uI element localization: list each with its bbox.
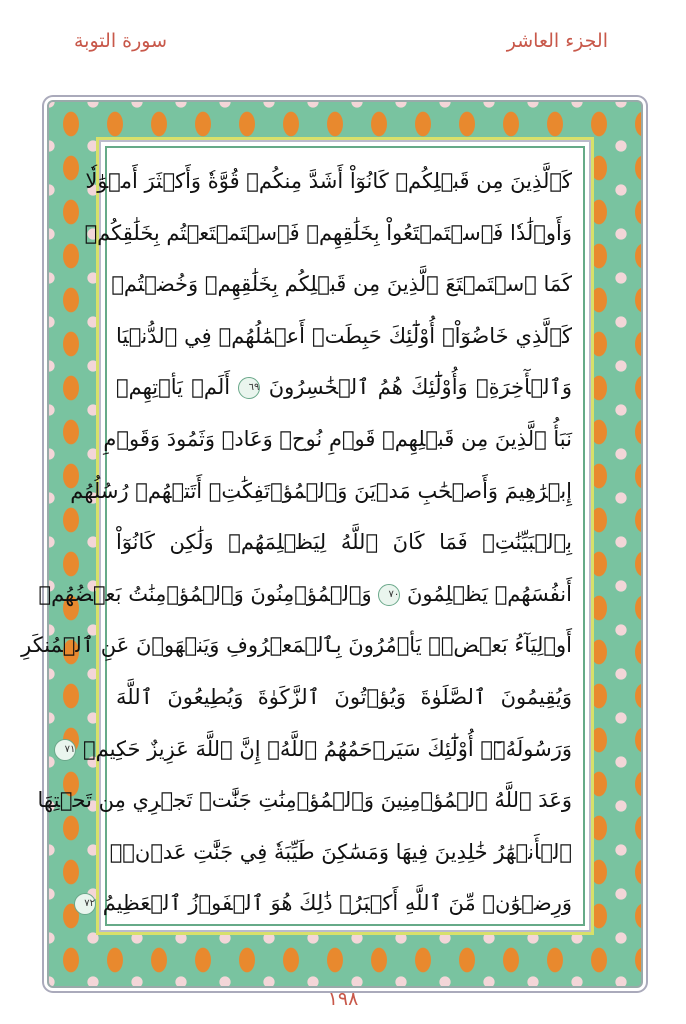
line-text: وَرِضۡوَٰنٞ مِّنَ ٱللَّهِ أَكۡبَرُۚ ذَٰلِكَ هُوَ ٱلۡفَوۡزُ ٱلۡعَظِيمُ bbox=[102, 891, 572, 916]
line-text-continued: أَلَمۡ يَأۡتِهِمۡ bbox=[116, 375, 231, 400]
line-text: كَمَا ٱسۡتَمۡتَعَ ٱلَّذِينَ مِن قَبۡلِكُم بِخَلَٰقِهِمۡ وَخُضۡتُمۡ bbox=[111, 272, 572, 297]
text-line bbox=[38, 569, 572, 621]
text-line bbox=[85, 156, 572, 208]
line-text: أَوۡلِيَآءُ بَعۡضٖۚ يَأۡمُرُونَ بِٱلۡمَعۡرُوفِ وَيَنۡهَوۡنَ عَنِ ٱلۡمُنكَرِ bbox=[21, 633, 572, 658]
line-text: وَرَسُولَهُۥٓۚ أُوْلَٰٓئِكَ سَيَرۡحَمُهُمُ ٱللَّهُۗ إِنَّ ٱللَّهَ عَزِيزٌ حَكِيمٞ bbox=[83, 736, 572, 761]
text-line bbox=[109, 827, 572, 879]
text-line bbox=[111, 259, 572, 311]
text-line bbox=[70, 466, 572, 518]
line-text: أَنفُسَهُمۡ يَظۡلِمُونَ bbox=[406, 581, 572, 606]
text-line bbox=[103, 414, 572, 466]
line-text-continued: وَٱلۡمُؤۡمِنُونَ وَٱلۡمُؤۡمِنَٰتُ بَعۡضُهُمۡ bbox=[38, 581, 372, 606]
line-text: كَٱلَّذِي خَاضُوٓاْۚ أُوْلَٰٓئِكَ حَبِطَتۡ أَعۡمَٰلُهُمۡ فِي ٱلدُّنۡيَا bbox=[116, 323, 572, 348]
line-text: وَأَوۡلَٰدٗا فَٱسۡتَمۡتَعُواْ بِخَلَٰقِهِمۡ فَٱسۡتَمۡتَعۡتُم بِخَلَٰقِكُمۡ bbox=[84, 220, 572, 245]
ayah-number-marker: ٧١ bbox=[54, 739, 76, 761]
text-line bbox=[116, 362, 572, 414]
text-line bbox=[64, 724, 572, 776]
surah-header: سورة التوبة bbox=[74, 30, 167, 52]
text-line bbox=[116, 311, 572, 363]
text-line bbox=[116, 672, 572, 724]
text-line bbox=[37, 775, 572, 827]
line-text: إِبۡرَٰهِيمَ وَأَصۡحَٰبِ مَدۡيَنَ وَٱلۡمُؤۡتَفِكَٰتِۚ أَتَتۡهُمۡ رُسُلُهُم bbox=[70, 478, 572, 503]
line-text: وَيُقِيمُونَ ٱلصَّلَوٰةَ وَيُؤۡتُونَ ٱلزَّكَوٰةَ وَيُطِيعُونَ ٱللَّهَ bbox=[116, 684, 572, 709]
text-line bbox=[84, 208, 572, 260]
line-text: وَعَدَ ٱللَّهُ ٱلۡمُؤۡمِنِينَ وَٱلۡمُؤۡمِنَٰتِ جَنَّٰتٖ تَجۡرِي مِن تَحۡتِهَا bbox=[37, 788, 572, 813]
line-text: وَٱلۡأٓخِرَةِۖ وَأُوْلَٰٓئِكَ هُمُ ٱلۡخَٰسِرُونَ bbox=[268, 375, 572, 400]
quran-text bbox=[21, 156, 572, 930]
ayah-number-marker: ٦٩ bbox=[238, 377, 260, 399]
ayah-number-marker: ٧٢ bbox=[74, 893, 96, 915]
text-line bbox=[116, 517, 572, 569]
line-text: ٱلۡأَنۡهَٰرُ خَٰلِدِينَ فِيهَا وَمَسَٰكِنَ طَيِّبَةٗ فِي جَنَّٰتِ عَدۡنٖۚ bbox=[109, 839, 572, 864]
text-line bbox=[21, 620, 572, 672]
juz-header: الجزء العاشر bbox=[506, 30, 608, 52]
page-number: ١٩٨ bbox=[327, 988, 359, 1010]
line-text: كَٱلَّذِينَ مِن قَبۡلِكُمۡ كَانُوٓاْ أَشَدَّ مِنكُمۡ قُوَّةٗ وَأَكۡثَرَ أَمۡوَٰلٗا bbox=[85, 169, 572, 193]
text-line bbox=[84, 878, 572, 930]
ayah-number-marker: ٧٠ bbox=[378, 584, 400, 606]
line-text: بِٱلۡبَيِّنَٰتِۖ فَمَا كَانَ ٱللَّهُ لِيَظۡلِمَهُمۡ وَلَٰكِن كَانُوٓاْ bbox=[116, 530, 572, 555]
line-text: نَبَأُ ٱلَّذِينَ مِن قَبۡلِهِمۡ قَوۡمِ نُوحٖ وَعَادٖ وَثَمُودَ وَقَوۡمِ bbox=[103, 426, 572, 451]
